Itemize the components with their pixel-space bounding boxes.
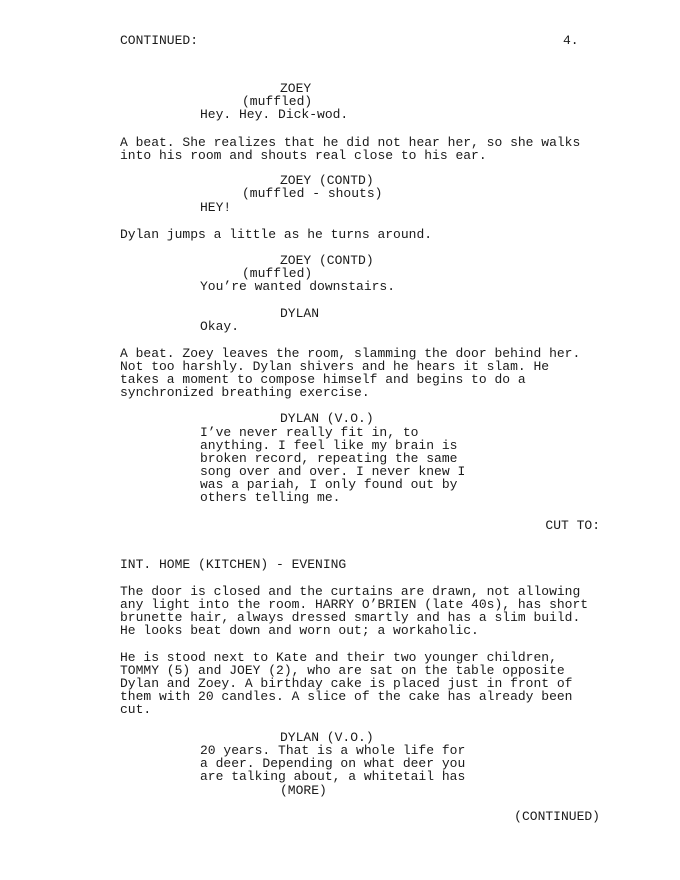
action-line: The door is closed and the curtains are drawn, not allowing any light into the room. HARRY O’BRIEN (late 40s), has short brunette hair, always dressed smartly and has a slim build. He looks beat down and worn out; a workaholic.	[120, 584, 589, 638]
scene-heading: INT. HOME (KITCHEN) - EVENING	[120, 557, 347, 572]
dialogue: You’re wanted downstairs.	[200, 279, 396, 294]
action-line: A beat. She realizes that he did not hear her, so she walks into his room and shouts real close to his ear.	[120, 135, 581, 163]
character-name: DYLAN (V.O.)	[280, 411, 374, 426]
action-line: A beat. Zoey leaves the room, slamming the door behind her. Not too harshly. Dylan shivers and he hears it slam. He takes a moment to compose himself and begins to do a synchronized breathing exercise.	[120, 346, 581, 400]
character-name: ZOEY (CONTD)	[280, 173, 374, 188]
dialogue: HEY!	[200, 200, 232, 215]
parenthetical: (muffled)	[242, 94, 313, 109]
dialogue: I’ve never really fit in, to anything. I feel like my brain is broken record, repeating the same song over and over. I never knew I was a pariah, I only found out by others telling me.	[200, 425, 466, 505]
action-line: Dylan jumps a little as he turns around.	[120, 227, 433, 242]
header-continued: CONTINUED:	[120, 33, 199, 48]
page-number: 4.	[563, 33, 579, 48]
character-name: ZOEY	[280, 81, 312, 96]
footer-continued: (CONTINUED)	[514, 809, 600, 824]
character-name: DYLAN (V.O.)	[280, 730, 374, 745]
character-name: ZOEY (CONTD)	[280, 253, 374, 268]
dialogue: 20 years. That is a whole life for a deer. Depending on what deer you are talking about, a whitetail has	[200, 743, 466, 784]
dialogue: Okay.	[200, 319, 240, 334]
parenthetical: (muffled)	[242, 266, 313, 281]
parenthetical: (muffled - shouts)	[242, 186, 383, 201]
action-line: He is stood next to Kate and their two younger children, TOMMY (5) and JOEY (2), who are sat on the table opposite Dylan and Zoey. A birthday cake is placed just in front of them with 20 candles. A slice of the cake has already been cut.	[120, 650, 573, 717]
more-marker: (MORE)	[280, 783, 327, 798]
character-name: DYLAN	[280, 306, 320, 321]
dialogue: Hey. Hey. Dick-wod.	[200, 107, 349, 122]
transition: CUT TO:	[545, 518, 600, 533]
